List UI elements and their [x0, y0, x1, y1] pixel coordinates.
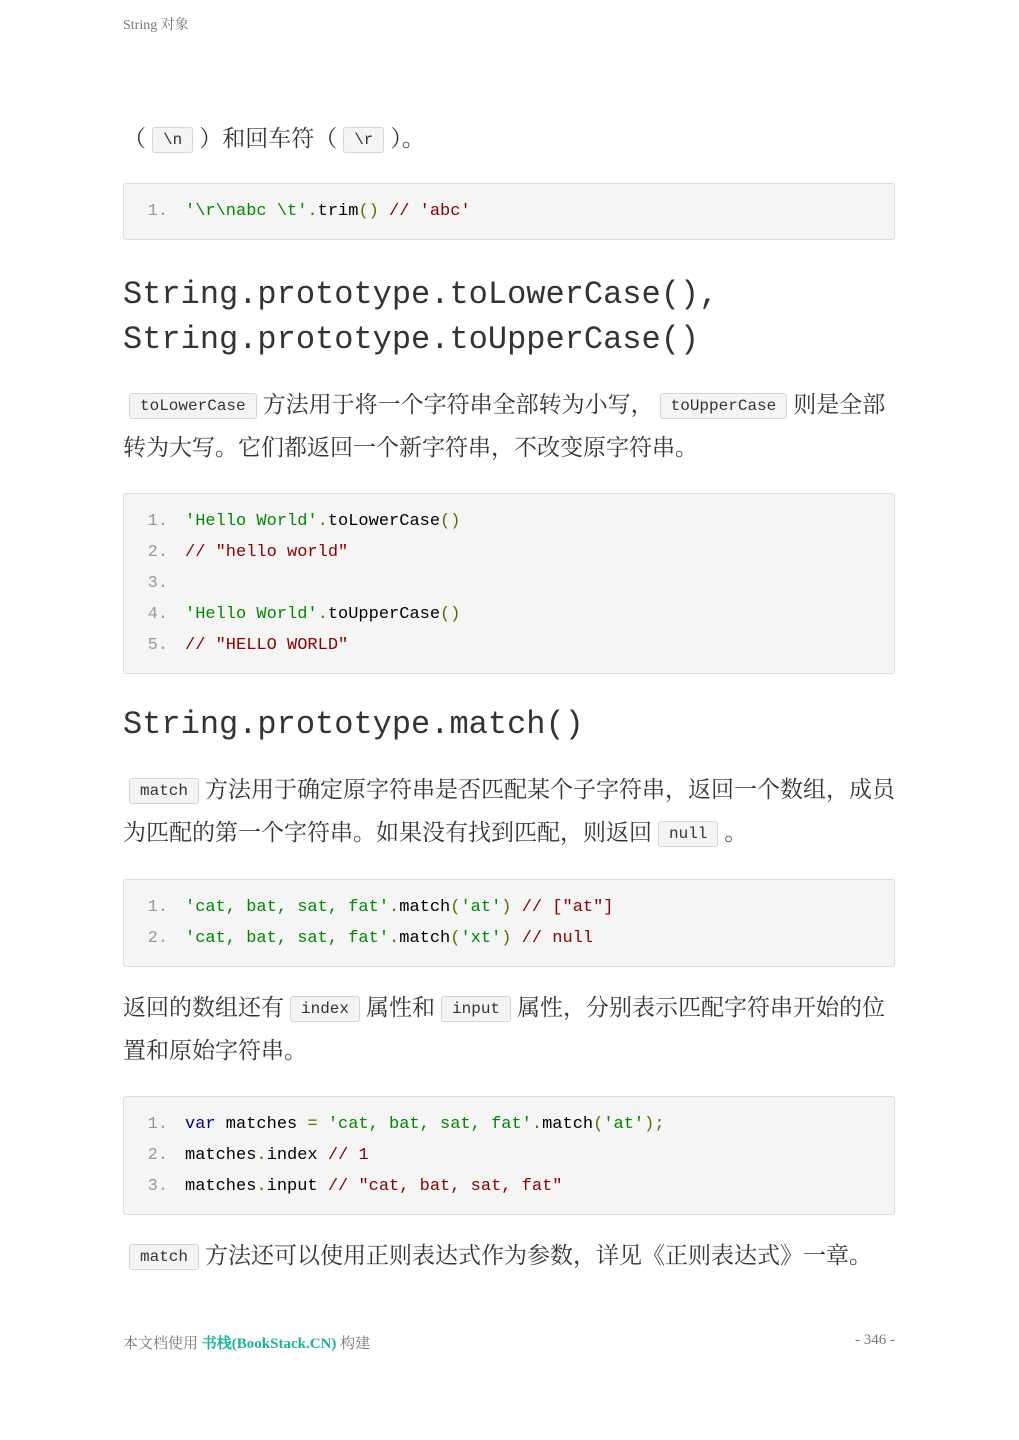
code-line: [124, 599, 894, 630]
code-punct: .: [531, 1115, 543, 1134]
inline-code-index: index: [290, 996, 360, 1022]
code-punct: .: [256, 1146, 267, 1165]
regex-text: 方法还可以使用正则表达式作为参数，详见《正则表达式》一章。: [205, 1243, 873, 1269]
code-punct: =: [307, 1115, 318, 1134]
heading-line-upper: String.prototype.toUpperCase(): [123, 321, 700, 358]
inline-code-match-regex: match: [129, 1244, 199, 1270]
code-property: index: [266, 1146, 318, 1165]
code-block-case: [123, 493, 895, 674]
code-block-match: [123, 879, 895, 967]
code-punct: .: [256, 1177, 267, 1196]
code-block-matches: [123, 1096, 895, 1215]
code-method: match: [399, 898, 451, 917]
page-number: - 346 -: [855, 1332, 895, 1348]
line-number: 1.: [147, 1115, 168, 1134]
case-text-1: 方法用于将一个字符串全部转为小写，: [262, 392, 654, 418]
code-string: 'at': [460, 898, 502, 917]
code-comment: // "hello world": [185, 543, 349, 562]
code-method: trim: [317, 202, 359, 221]
code-comment: // null: [521, 929, 594, 948]
code-punct: .: [389, 898, 400, 917]
index-text-2: 属性和: [366, 995, 436, 1021]
code-identifier: matches: [215, 1115, 308, 1134]
line-number: 1.: [147, 898, 168, 917]
line-number: 1.: [147, 202, 168, 221]
code-line: [124, 506, 894, 537]
code-punct: );: [644, 1115, 665, 1134]
code-string: 'cat, bat, sat, fat': [327, 1115, 532, 1134]
inline-code-newline: \n: [152, 127, 193, 153]
index-input-paragraph: [123, 987, 895, 1072]
case-paragraph: [123, 384, 895, 469]
line-number: 3.: [147, 574, 168, 593]
code-property: input: [266, 1177, 318, 1196]
code-line: [124, 1140, 894, 1171]
match-end: 。: [724, 820, 748, 846]
line-number: 4.: [147, 605, 168, 624]
code-keyword: var: [185, 1115, 216, 1134]
code-line: [124, 568, 894, 599]
code-block-trim: [123, 183, 895, 240]
section-heading-match: String.prototype.match(): [123, 706, 584, 743]
inline-code-touppercase: toUpperCase: [660, 393, 788, 419]
code-identifier: matches: [185, 1146, 257, 1165]
code-line: [124, 630, 894, 661]
section-heading-case: [123, 272, 895, 362]
intro-paragraph: [123, 118, 895, 161]
line-number: 2.: [147, 1146, 168, 1165]
code-punct: ): [501, 898, 512, 917]
code-string: 'Hello World': [185, 605, 318, 624]
code-string: 'at': [603, 1115, 645, 1134]
footer-suffix: 构建: [340, 1336, 371, 1352]
code-string: 'cat, bat, sat, fat': [185, 929, 390, 948]
code-comment: // ["at"]: [521, 898, 614, 917]
inline-code-tolowercase: toLowerCase: [129, 393, 257, 419]
intro-open-paren: （: [123, 126, 146, 152]
regex-paragraph: [123, 1235, 895, 1278]
code-punct: .: [317, 605, 328, 624]
inline-code-null: null: [658, 821, 718, 847]
code-comment: // "cat, bat, sat, fat": [327, 1177, 563, 1196]
intro-mid-text: ）和回车符（: [199, 126, 338, 152]
code-punct: (): [358, 202, 379, 221]
code-method: match: [399, 929, 451, 948]
inline-code-input: input: [441, 996, 511, 1022]
inline-code-cr: \r: [343, 127, 384, 153]
code-method: toUpperCase: [327, 605, 441, 624]
code-line: [124, 923, 894, 954]
code-punct: .: [389, 929, 400, 948]
code-line: [124, 1109, 894, 1140]
code-string: 'cat, bat, sat, fat': [185, 898, 390, 917]
match-text: 方法用于确定原字符串是否匹配某个子字符串，返回一个数组，成员为匹配的第一个字符串。如果没有找到匹配，则返回: [123, 777, 896, 846]
footer-prefix: 本文档使用: [123, 1336, 199, 1352]
code-punct: .: [307, 202, 318, 221]
heading-line-lower: String.prototype.toLowerCase(),: [123, 276, 719, 313]
code-punct: (: [450, 898, 461, 917]
line-number: 3.: [147, 1177, 168, 1196]
code-punct: ): [501, 929, 512, 948]
code-method: toLowerCase: [327, 512, 441, 531]
footer-brand-link[interactable]: 书栈(BookStack.CN): [201, 1336, 337, 1352]
inline-code-match: match: [129, 778, 199, 804]
code-line: [124, 196, 894, 227]
code-comment: // 'abc': [389, 202, 471, 221]
line-number: 2.: [147, 929, 168, 948]
code-string: '\r\nabc \t': [185, 202, 308, 221]
code-punct: (: [450, 929, 461, 948]
code-line: [124, 1171, 894, 1202]
code-string: 'Hello World': [185, 512, 318, 531]
line-number: 1.: [147, 512, 168, 531]
code-line: [124, 537, 894, 568]
running-header: String 对象: [123, 18, 189, 33]
code-punct: (): [440, 512, 461, 531]
code-punct: .: [317, 512, 328, 531]
match-paragraph: [123, 769, 895, 855]
index-text-3: 属性，分别表示匹配字符串开始的位置和原始字符串。: [123, 995, 886, 1064]
code-punct: (): [440, 605, 461, 624]
index-text-1: 返回的数组还有: [123, 995, 284, 1021]
code-method: match: [542, 1115, 594, 1134]
line-number: 2.: [147, 543, 168, 562]
line-number: 5.: [147, 636, 168, 655]
code-punct: (: [593, 1115, 604, 1134]
page-content: [123, 118, 895, 1278]
code-string: 'xt': [460, 929, 502, 948]
code-comment: // 1: [327, 1146, 369, 1165]
intro-end-text: ）。: [390, 126, 425, 152]
code-comment: // "HELLO WORLD": [185, 636, 349, 655]
case-text-2: 则是全部转为大写。它们都返回一个新字符串，不改变原字符串。: [123, 392, 886, 461]
footer-credit: [123, 1332, 370, 1353]
code-identifier: matches: [185, 1177, 257, 1196]
code-line: [124, 892, 894, 923]
